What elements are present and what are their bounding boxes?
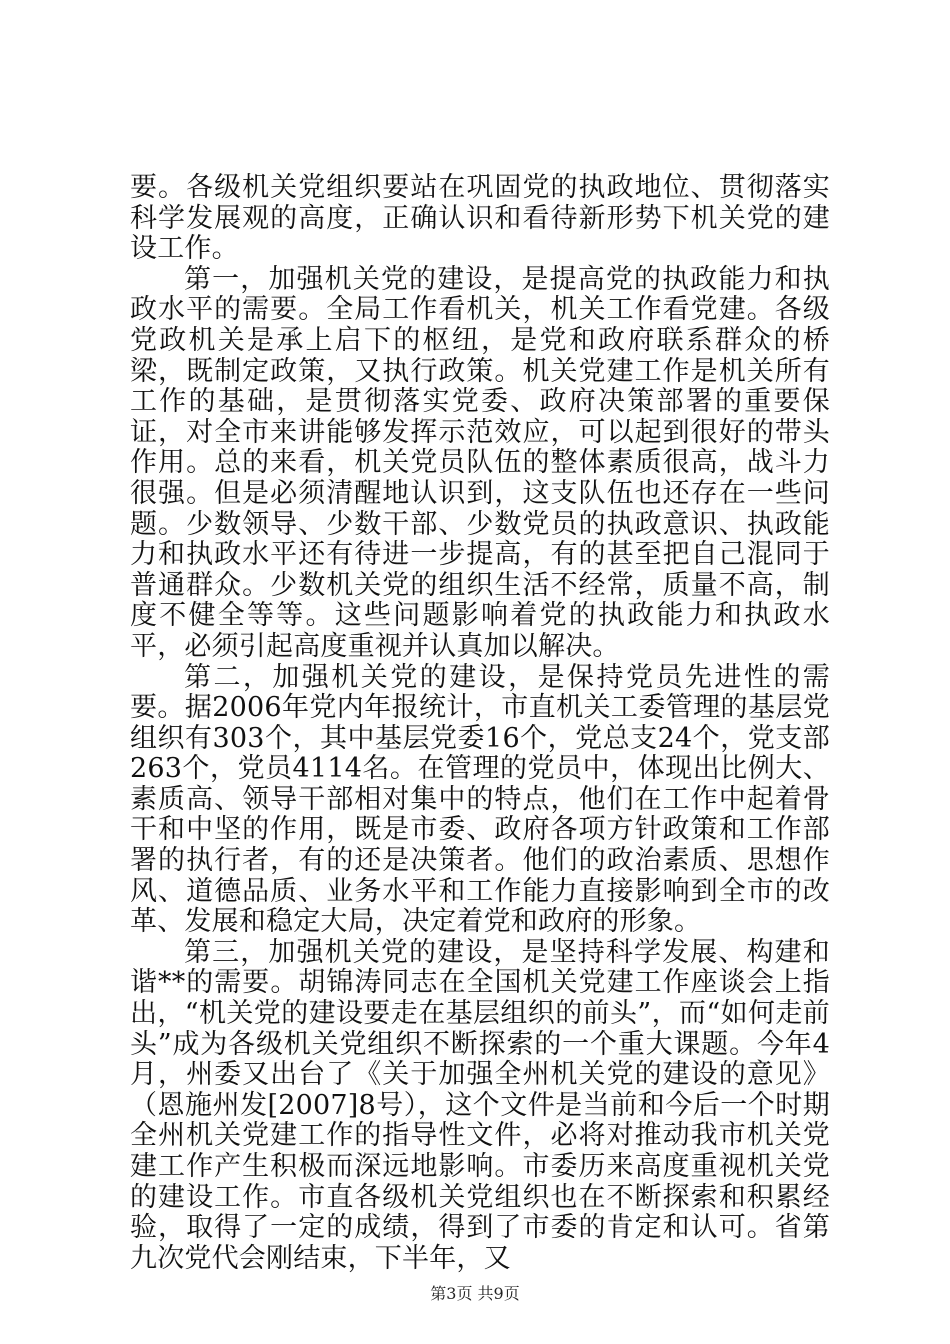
paragraph-continuation: 要。各级机关党组织要站在巩固党的执政地位、贯彻落实科学发展观的高度，正确认识和看待新形势下机关党的建设工作。 — [130, 172, 830, 265]
paragraph-third-point: 第三，加强机关党的建设，是坚持科学发展、构建和谐**的需要。胡锦涛同志在全国机关党建工作座谈会上指出，“机关党的建设要走在基层组织的前头”，而“如何走前头”成为各级机关党组织不断探索的一个重大课题。今年4月，州委又出台了《关于加强全州机关党的建设的意见》（恩施州发[2007]8号），这个文件是当前和今后一个时期全州机关党建工作的指导性文件，必将对推动我市机关党建工作产生积极而深远地影响。市委历来高度重视机关党的建设工作。市直各级机关党组织也在不断探索和积累经验，取得了一定的成绩，得到了市委的肯定和认可。省第九次党代会刚结束，下半年，又 — [130, 936, 830, 1274]
document-body — [130, 173, 830, 1274]
paragraph-second-point: 第二，加强机关党的建设，是保持党员先进性的需要。据2006年党内年报统计，市直机关工委管理的基层党组织有303个，其中基层党委16个，党总支24个，党支部263个，党员4114名。在管理的党员中，体现出比例大、素质高、领导干部相对集中的特点，他们在工作中起着骨干和中坚的作用，既是市委、政府各项方针政策和工作部署的执行者，有的还是决策者。他们的政治素质、思想作风、道德品质、业务水平和工作能力直接影响到全市的改革、发展和稳定大局，决定着党和政府的形象。 — [130, 661, 830, 938]
page-number-footer: 第3页 共9页 — [430, 1284, 520, 1303]
paragraph-first-point: 第一，加强机关党的建设，是提高党的执政能力和执政水平的需要。全局工作看机关，机关工作看党建。各级党政机关是承上启下的枢纽，是党和政府联系群众的桥梁，既制定政策，又执行政策。机关党建工作是机关所有工作的基础，是贯彻落实党委、政府决策部署的重要保证，对全市来讲能够发挥示范效应，可以起到很好的带头作用。总的来看，机关党员队伍的整体素质很高，战斗力很强。但是必须清醒地认识到，这支队伍也还存在一些问题。少数领导、少数干部、少数党员的执政意识、执政能力和执政水平还有待进一步提高，有的甚至把自己混同于普通群众。少数机关党的组织生活不经常，质量不高，制度不健全等等。这些问题影响着党的执政能力和执政水平，必须引起高度重视并认真加以解决。 — [130, 263, 830, 662]
